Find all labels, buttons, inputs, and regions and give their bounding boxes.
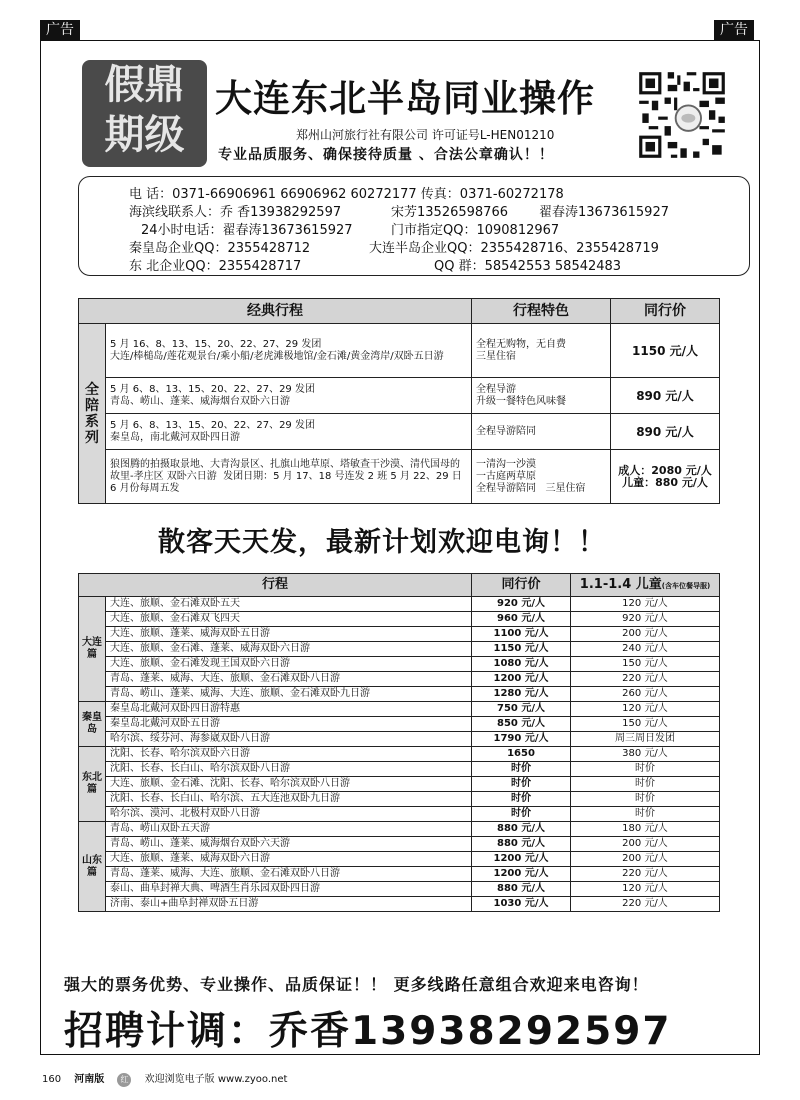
classic-header-itinerary: 经典行程: [79, 299, 472, 324]
promo-line: 强大的票务优势、专业操作、品质保证！！ 更多线路任意组合欢迎来电咨询！: [64, 975, 649, 994]
contact-24h: 24小时电话：翟春涛13673615927: [141, 223, 353, 238]
route-itinerary: 青岛、蓬莱、威海、大连、旅顺、金石滩双卧八日游: [106, 867, 472, 882]
classic-category: 全陪系列: [79, 324, 106, 504]
classic-header-feature: 行程特色: [472, 299, 611, 324]
route-row: [79, 777, 720, 792]
route-price: 1200 元/人: [472, 867, 571, 882]
contact-seaside-3: 翟春涛13673615927: [539, 205, 669, 220]
route-itinerary: 大连、旅顺、蓬莱、威海双卧六日游: [106, 852, 472, 867]
classic-price: 890 元/人: [611, 414, 720, 450]
route-itinerary: 大连、旅顺、蓬莱、威海双卧五日游: [106, 627, 472, 642]
route-price: 时价: [472, 762, 571, 777]
route-row: [79, 882, 720, 897]
route-row: [79, 702, 720, 717]
route-child-price: 150 元/人: [571, 657, 720, 672]
route-child-price: 120 元/人: [571, 702, 720, 717]
classic-feature: 全程导游陪同: [472, 414, 611, 450]
route-child-price: 周三周日发团: [571, 732, 720, 747]
badge-icon: 红: [117, 1073, 131, 1087]
route-itinerary: 泰山、曲阜封禅大典、啤酒生肖乐园双卧四日游: [106, 882, 472, 897]
classic-itinerary: 5 月 16、8、13、15、20、22、27、29 发团 大连/棒槌岛/莲花观景台/乘小船/老虎滩极地馆/金石滩/黄金湾岸/双卧五日游: [106, 324, 472, 378]
route-itinerary: 青岛、崂山、蓬莱、威海、大连、旅顺、金石滩双卧九日游: [106, 687, 472, 702]
classic-itinerary: 5 月 6、8、13、15、20、22、27、29 发团 青岛、崂山、蓬莱、威海烟台双卧六日游: [106, 378, 472, 414]
route-category: 秦皇岛: [79, 702, 106, 747]
route-child-price: 380 元/人: [571, 747, 720, 762]
route-price: 1280 元/人: [472, 687, 571, 702]
routes-table: [78, 573, 720, 912]
classic-feature: 一清沟一沙漠 一古庭两草原 全程导游陪同 三星住宿: [472, 450, 611, 504]
classic-itinerary: 狼图腾的拍摄取景地、大青沟景区、扎旗山地草原、塔敏查干沙漠、清代国母的故里-孝庄区 双卧六日游 发团日期：5 月 17、18 号连发 2 班 5 月 22、29 日 6 月份每周五发: [106, 450, 472, 504]
routes-header-child: [571, 574, 720, 597]
route-itinerary: 沈阳、长春、长白山、哈尔滨、五大连池双卧九日游: [106, 792, 472, 807]
route-row: [79, 762, 720, 777]
route-child-price: 时价: [571, 762, 720, 777]
route-row: [79, 822, 720, 837]
contact-northeast-qq: 东 北企业QQ：2355428717: [129, 259, 302, 274]
classic-header-price: 同行价: [611, 299, 720, 324]
recruit-line: 招聘计调：乔香13938292597: [64, 1009, 672, 1054]
route-row: [79, 897, 720, 912]
site-label: 欢迎浏览电子版 www.zyoo.net: [144, 1074, 288, 1085]
route-row: [79, 597, 720, 612]
route-itinerary: 秦皇岛北戴河双卧四日游特惠: [106, 702, 472, 717]
contact-dalian-qq: 大连半岛企业QQ：2355428716、2355428719: [369, 241, 659, 256]
route-row: [79, 717, 720, 732]
ad-tag-right: 广告: [714, 20, 754, 40]
route-itinerary: 大连、旅顺、金石滩发现王国双卧六日游: [106, 657, 472, 672]
route-price: 时价: [472, 777, 571, 792]
route-price: 时价: [472, 807, 571, 822]
route-itinerary: 大连、旅顺、金石滩、蓬莱、威海双卧六日游: [106, 642, 472, 657]
route-price: 880 元/人: [472, 822, 571, 837]
page-number: 160: [42, 1074, 62, 1085]
route-row: [79, 837, 720, 852]
child-price-note: (含车位餐导服): [661, 581, 711, 590]
route-child-price: 时价: [571, 807, 720, 822]
route-price: 960 元/人: [472, 612, 571, 627]
slogan: 专业品质服务、确保接待质量 、合法公章确认！！: [218, 147, 554, 163]
route-price: 1100 元/人: [472, 627, 571, 642]
route-row: [79, 867, 720, 882]
route-row: [79, 612, 720, 627]
route-category: 东北篇: [79, 747, 106, 822]
company-license: 郑州山河旅行社有限公司 许可证号L-HEN01210: [296, 128, 555, 142]
route-row: [79, 642, 720, 657]
classic-price: 1150 元/人: [611, 324, 720, 378]
classic-price: 成人：2080 元/人 儿童：880 元/人: [611, 450, 720, 504]
contact-phone-fax: 电 话：0371-66906961 66906962 60272177 传真：0371-60272178: [129, 187, 564, 202]
routes-header-itinerary: 行程: [79, 574, 472, 597]
contact-qhd-qq: 秦皇岛企业QQ：2355428712: [129, 241, 311, 256]
classic-price: 890 元/人: [611, 378, 720, 414]
route-child-price: 120 元/人: [571, 597, 720, 612]
route-price: 1030 元/人: [472, 897, 571, 912]
route-child-price: 120 元/人: [571, 882, 720, 897]
route-price: 920 元/人: [472, 597, 571, 612]
route-price: 880 元/人: [472, 837, 571, 852]
route-child-price: 时价: [571, 792, 720, 807]
route-row: [79, 807, 720, 822]
route-price: 时价: [472, 792, 571, 807]
route-price: 1200 元/人: [472, 852, 571, 867]
routes-header-price: 同行价: [472, 574, 571, 597]
route-itinerary: 沈阳、长春、长白山、哈尔滨双卧八日游: [106, 762, 472, 777]
route-child-price: 260 元/人: [571, 687, 720, 702]
page-footer: [42, 1070, 297, 1087]
child-price-label: 1.1-1.4 儿童: [579, 576, 662, 592]
route-price: 1150 元/人: [472, 642, 571, 657]
route-itinerary: 青岛、蓬莱、威海、大连、旅顺、金石滩双卧八日游: [106, 672, 472, 687]
route-child-price: 180 元/人: [571, 822, 720, 837]
route-child-price: 150 元/人: [571, 717, 720, 732]
route-row: [79, 627, 720, 642]
contact-seaside-1: 海滨线联系人：乔 香13938292597: [129, 205, 342, 220]
route-itinerary: 大连、旅顺、金石滩双卧五天: [106, 597, 472, 612]
route-itinerary: 青岛、崂山、蓬莱、威海烟台双卧六天游: [106, 837, 472, 852]
route-row: [79, 747, 720, 762]
route-itinerary: 大连、旅顺、金石滩、沈阳、长春、哈尔滨双卧八日游: [106, 777, 472, 792]
daily-departure-banner: 散客天天发，最新计划欢迎电询！！: [158, 527, 606, 558]
route-child-price: 920 元/人: [571, 612, 720, 627]
route-itinerary: 大连、旅顺、金石滩双飞四天: [106, 612, 472, 627]
route-itinerary: 青岛、崂山双卧五天游: [106, 822, 472, 837]
route-itinerary: 济南、泰山+曲阜封禅双卧五日游: [106, 897, 472, 912]
contact-box: [78, 176, 750, 276]
route-price: 880 元/人: [472, 882, 571, 897]
route-row: [79, 657, 720, 672]
route-price: 750 元/人: [472, 702, 571, 717]
route-child-price: 200 元/人: [571, 627, 720, 642]
contact-store-qq: 门市指定QQ：1090812967: [391, 223, 560, 238]
route-category: 大连篇: [79, 597, 106, 702]
route-child-price: 220 元/人: [571, 897, 720, 912]
qr-code-icon: [636, 66, 728, 164]
route-row: [79, 672, 720, 687]
route-child-price: 220 元/人: [571, 867, 720, 882]
ad-tag-left: 广告: [40, 20, 80, 40]
route-price: 1200 元/人: [472, 672, 571, 687]
edition-label: 河南版: [74, 1074, 105, 1085]
route-itinerary: 秦皇岛北戴河双卧五日游: [106, 717, 472, 732]
classic-itinerary: 5 月 6、8、13、15、20、22、27、29 发团 秦皇岛，南北戴河双卧四日游: [106, 414, 472, 450]
page-title: 大连东北半岛同业操作: [215, 77, 595, 120]
route-row: [79, 852, 720, 867]
route-child-price: 200 元/人: [571, 852, 720, 867]
classic-feature: 全程导游 升级一餐特色风味餐: [472, 378, 611, 414]
route-child-price: 时价: [571, 777, 720, 792]
route-itinerary: 哈尔滨、漠河、北极村双卧八日游: [106, 807, 472, 822]
route-row: [79, 687, 720, 702]
logo-line-1: 假鼎: [104, 61, 185, 108]
route-child-price: 200 元/人: [571, 837, 720, 852]
route-price: 1790 元/人: [472, 732, 571, 747]
classic-table: [78, 298, 720, 504]
logo-line-2: 期级: [104, 111, 185, 158]
contact-qq-group: QQ 群：58542553 58542483: [434, 259, 622, 274]
route-child-price: 240 元/人: [571, 642, 720, 657]
route-itinerary: 哈尔滨、绥芬河、海参崴双卧八日游: [106, 732, 472, 747]
contact-seaside-2: 宋芳13526598766: [391, 205, 508, 220]
route-price: 1650: [472, 747, 571, 762]
route-child-price: 220 元/人: [571, 672, 720, 687]
classic-feature: 全程无购物，无自费 三星住宿: [472, 324, 611, 378]
route-itinerary: 沈阳、长春、哈尔滨双卧六日游: [106, 747, 472, 762]
route-row: [79, 792, 720, 807]
route-price: 850 元/人: [472, 717, 571, 732]
route-row: [79, 732, 720, 747]
route-price: 1080 元/人: [472, 657, 571, 672]
brand-logo: [82, 60, 207, 167]
route-category: 山东篇: [79, 822, 106, 912]
